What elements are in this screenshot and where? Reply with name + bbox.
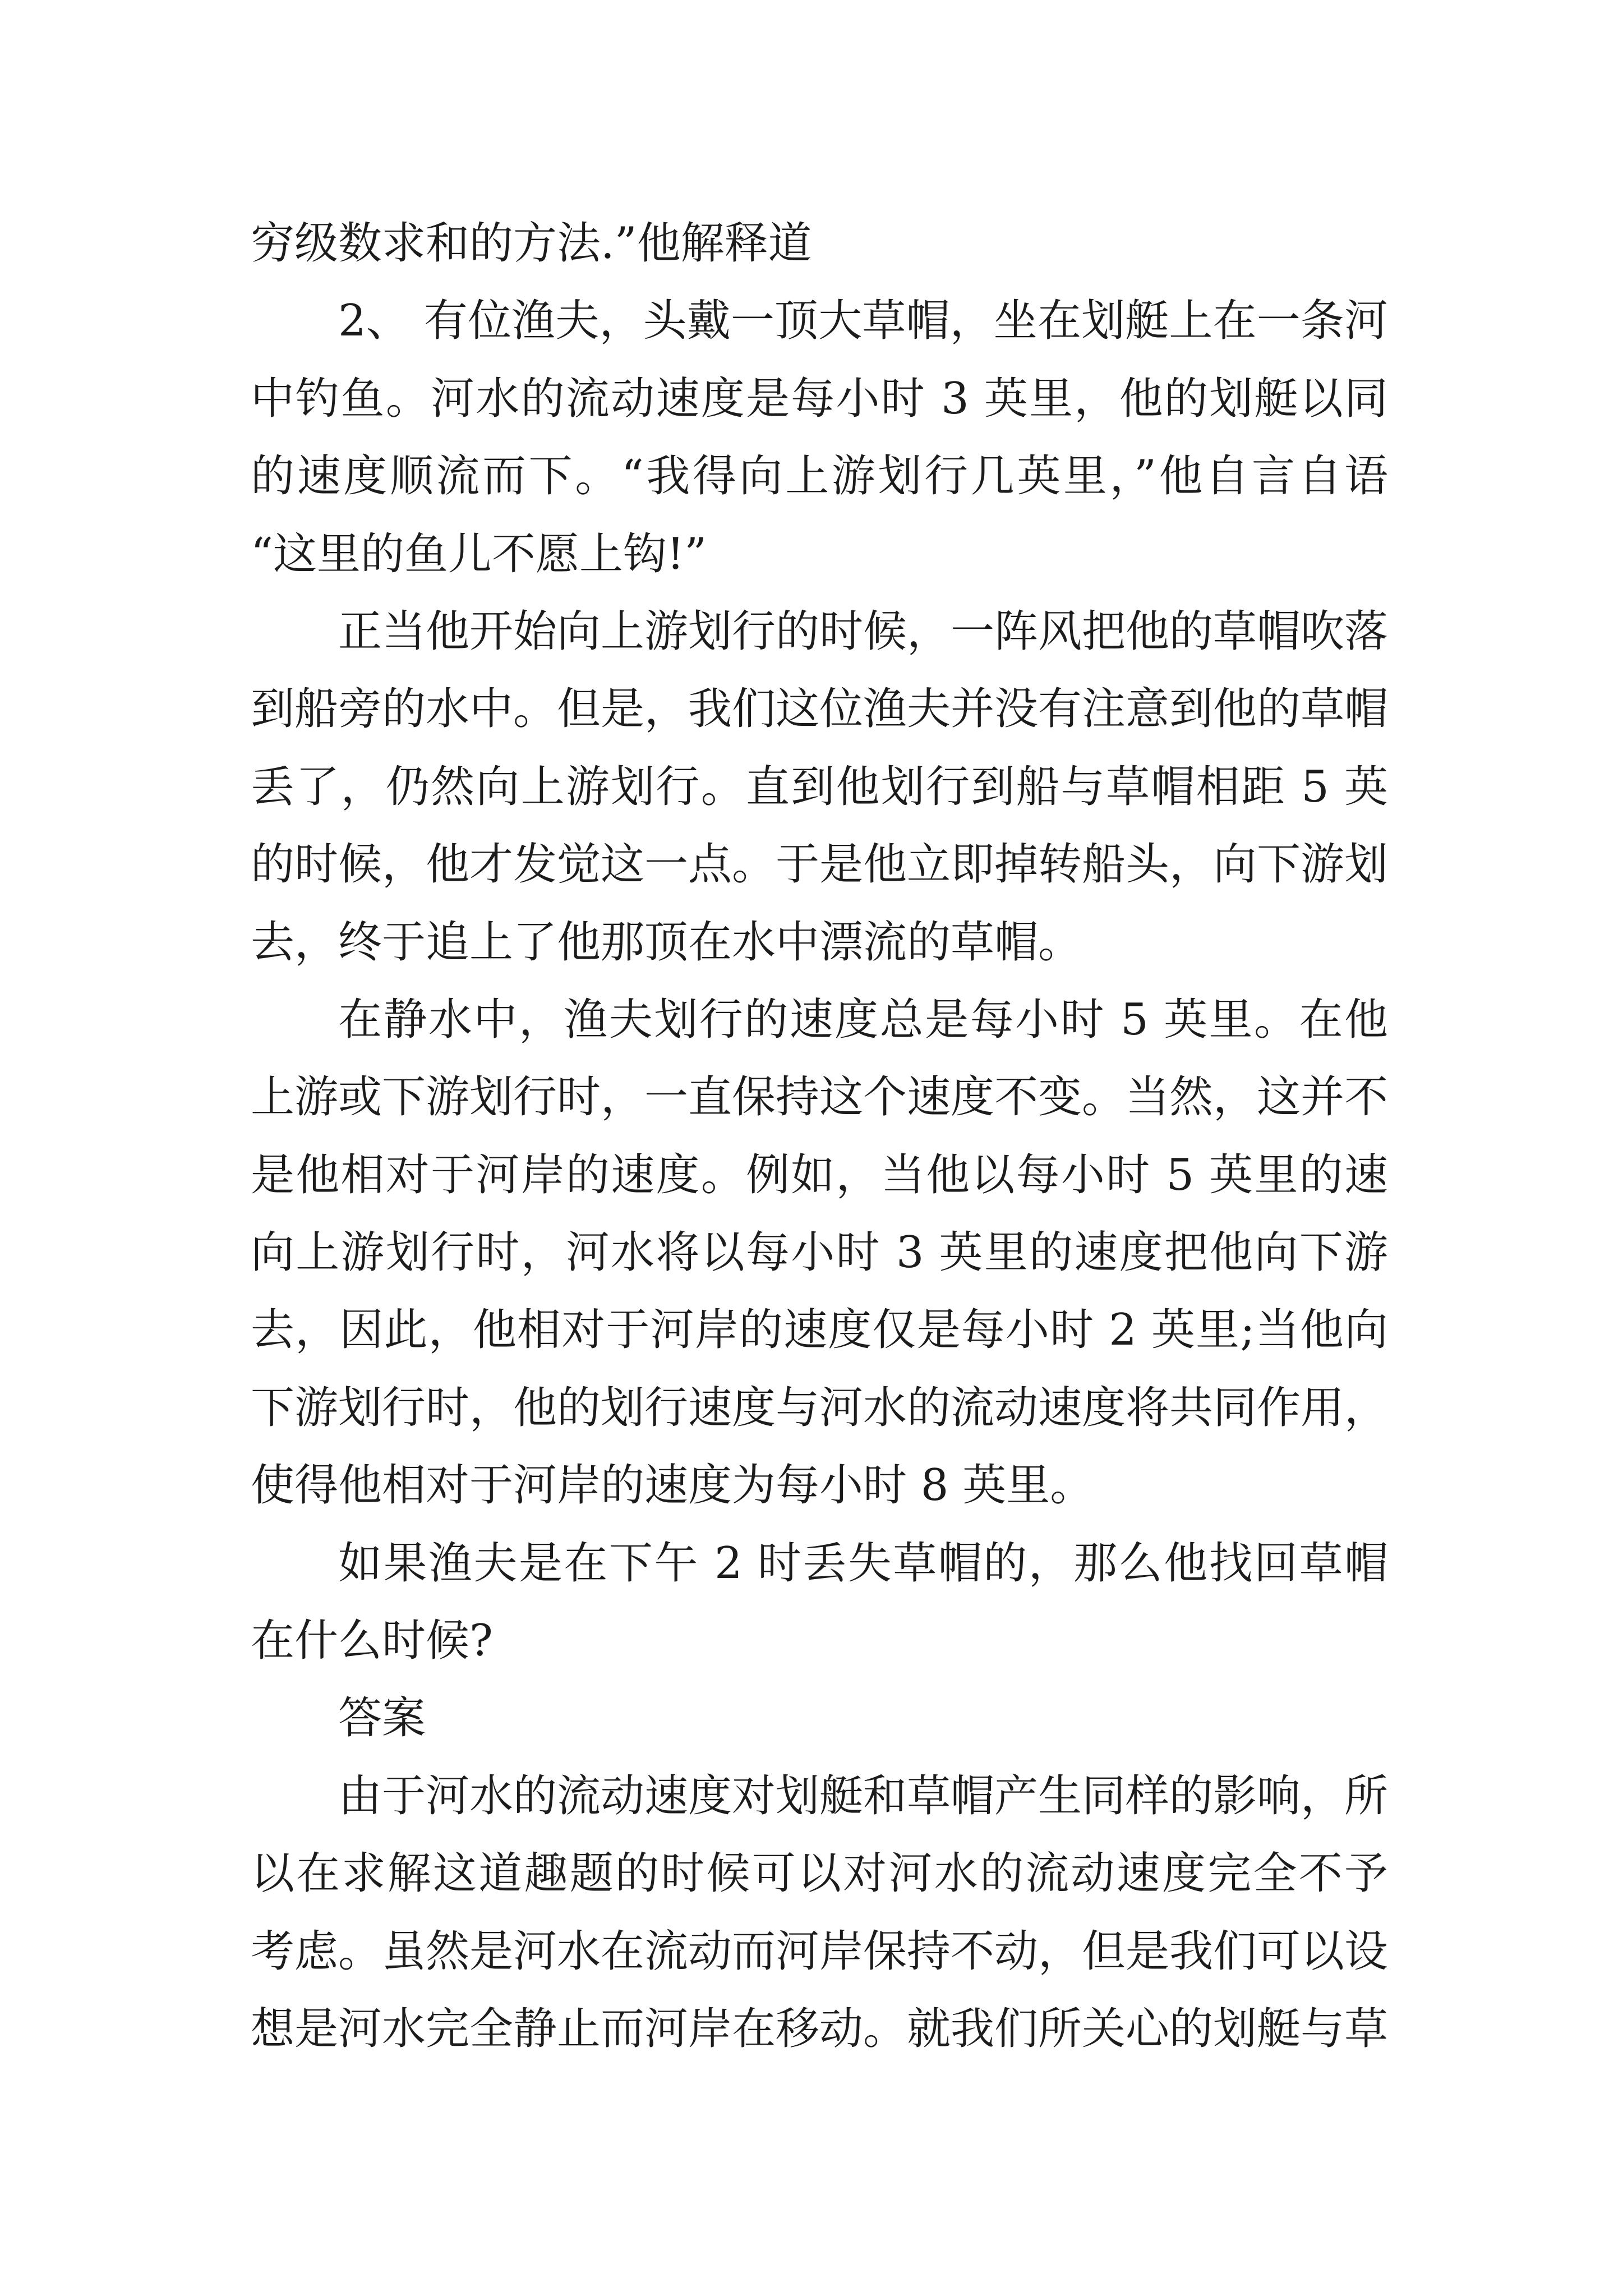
text-line: 想是河水完全静止而河岸在移动。就我们所关心的划艇与草 xyxy=(251,2003,1388,2054)
text-line: 的时候，他才发觉这一点。于是他立即掉转船头，向下游划 xyxy=(251,839,1388,890)
text-line: 向上游划行时，河水将以每小时 3 英里的速度把他向下游 xyxy=(251,1227,1388,1278)
text-line: 是他相对于河岸的速度。例如，当他以每小时 5 英里的速 xyxy=(251,1149,1388,1200)
text-line: 下游划行时，他的划行速度与河水的流动速度将共同作用， xyxy=(251,1382,1388,1433)
text-line: 如果渔夫是在下午 2 时丢失草帽的，那么他找回草帽 xyxy=(338,1538,1388,1589)
text-line: 丢了，仍然向上游划行。直到他划行到船与草帽相距 5 英 xyxy=(251,761,1388,812)
paragraph-continuation xyxy=(251,205,1388,282)
text-line: 在什么时候? xyxy=(251,1616,493,1667)
answer-heading xyxy=(251,1680,1388,1757)
text-line: 的速度顺流而下。“我得向上游划行几英里，”他自言自语 xyxy=(251,451,1388,502)
text-line: 考虑。虽然是河水在流动而河岸保持不动，但是我们可以设 xyxy=(251,1926,1388,1977)
text-line: 到船旁的水中。但是，我们这位渔夫并没有注意到他的草帽 xyxy=(251,684,1388,735)
text-line: “这里的鱼儿不愿上钩!” xyxy=(251,528,707,579)
paragraph-puzzle-2 xyxy=(251,282,1388,593)
text-line: 去，终于追上了他那顶在水中漂流的草帽。 xyxy=(251,917,1082,968)
text-line: 以在求解这道趣题的时候可以对河水的流动速度完全不予 xyxy=(251,1848,1388,1899)
paragraph-hat-lost xyxy=(251,593,1388,981)
body-text xyxy=(251,205,1388,2068)
text-line: 正当他开始向上游划行的时候，一阵风把他的草帽吹落 xyxy=(338,606,1388,657)
paragraph-answer xyxy=(251,1757,1388,2068)
text-line: 由于河水的流动速度对划艇和草帽产生同样的影响，所 xyxy=(338,1770,1388,1821)
text-line: 答案 xyxy=(338,1693,426,1744)
text-line: 在静水中，渔夫划行的速度总是每小时 5 英里。在他 xyxy=(338,994,1388,1045)
text-line: 上游或下游划行时，一直保持这个速度不变。当然，这并不 xyxy=(251,1072,1388,1123)
text-line: 2、 有位渔夫，头戴一顶大草帽，坐在划艇上在一条河 xyxy=(338,296,1388,347)
text-line: 去，因此，他相对于河岸的速度仅是每小时 2 英里;当他向 xyxy=(251,1305,1388,1356)
text-line: 中钓鱼。河水的流动速度是每小时 3 英里，他的划艇以同 xyxy=(251,373,1388,424)
text-line: 使得他相对于河岸的速度为每小时 8 英里。 xyxy=(251,1460,1094,1511)
text-line: 穷级数求和的方法.”他解释道 xyxy=(251,218,812,269)
paragraph-speeds xyxy=(251,981,1388,1525)
paragraph-question xyxy=(251,1525,1388,1680)
